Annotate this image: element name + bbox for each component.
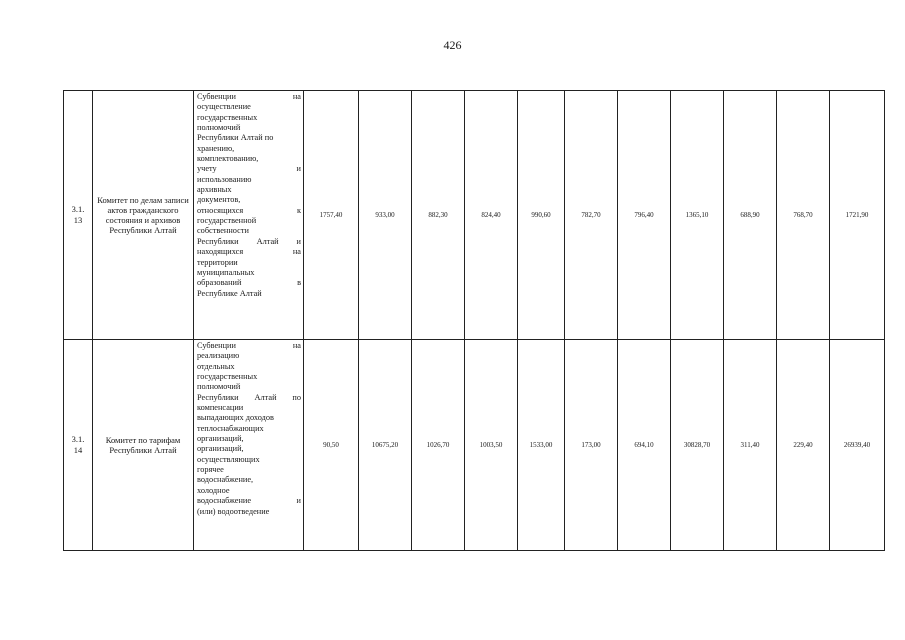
row-code-part: 3.1. <box>71 434 85 444</box>
value-cell: 10675,20 <box>359 340 412 551</box>
description-line: (или) водоотведение <box>197 506 270 516</box>
value-cell: 26939,40 <box>830 340 885 551</box>
row-code-part: 13 <box>73 215 83 225</box>
description-line: архивных <box>197 185 232 195</box>
description-line: государственной <box>197 216 257 226</box>
value-cell: 796,40 <box>618 91 671 340</box>
description-line: Республики Алтай и <box>197 236 301 246</box>
description-line: муниципальных <box>197 267 255 277</box>
description-line: Субвенции на <box>197 341 301 350</box>
value-cell: 311,40 <box>724 340 777 551</box>
description-line: образований в <box>197 278 301 288</box>
value-cell: 229,40 <box>777 340 830 551</box>
description-line: холодное <box>197 485 230 495</box>
value-cell: 694,10 <box>618 340 671 551</box>
value-cell: 933,00 <box>359 91 412 340</box>
description-line: Республики Алтай по <box>197 133 274 143</box>
value-cell: 1365,10 <box>671 91 724 340</box>
description-line: государственных <box>197 112 258 122</box>
description-line: находящихся на <box>197 247 301 257</box>
value-cell: 173,00 <box>565 340 618 551</box>
description-line: государственных <box>197 372 258 382</box>
value-cell: 1721,90 <box>830 91 885 340</box>
subsidy-table <box>63 90 885 551</box>
value-cell: 990,60 <box>518 91 565 340</box>
value-cell: 824,40 <box>465 91 518 340</box>
value-cell: 1533,00 <box>518 340 565 551</box>
value-cell: 1003,50 <box>465 340 518 551</box>
description-line: организаций, <box>197 444 244 454</box>
value-cell: 768,70 <box>777 91 830 340</box>
description-line: комплектованию, <box>197 154 259 164</box>
row-code-part: 14 <box>73 445 83 455</box>
description-line: реализацию <box>197 351 240 361</box>
description-line: осуществляющих <box>197 454 260 464</box>
row-code-cell <box>64 340 93 551</box>
description-line: территории <box>197 257 238 267</box>
organization-cell: Комитет по делам записи актов гражданского состояния и архивов Республики Алтай <box>93 91 194 340</box>
table-row <box>64 340 885 551</box>
row-code-part: 3.1. <box>71 204 85 214</box>
organization-cell: Комитет по тарифам Республики Алтай <box>93 340 194 551</box>
value-cell: 90,50 <box>304 340 359 551</box>
description-line: документов, <box>197 195 241 205</box>
description-line: компенсации <box>197 403 244 413</box>
value-cell: 1026,70 <box>412 340 465 551</box>
value-cell: 30828,70 <box>671 340 724 551</box>
description-line: учету и <box>197 164 301 174</box>
description-line: теплоснабжающих <box>197 423 264 433</box>
description-line: относящихся к <box>197 205 301 215</box>
description-line: организаций, <box>197 434 244 444</box>
page-number: 426 <box>443 38 462 52</box>
row-code-cell <box>64 91 93 340</box>
description-line: выпадающих доходов <box>197 413 274 423</box>
description-line: Республики Алтай по <box>197 392 301 402</box>
description-line: водоснабжение и <box>197 496 301 506</box>
description-line: полномочий <box>197 123 241 133</box>
description-cell <box>194 340 304 551</box>
description-line: Субвенции на <box>197 92 301 101</box>
value-cell: 882,30 <box>412 91 465 340</box>
description-line: полномочий <box>197 382 241 392</box>
description-line: собственности <box>197 226 249 236</box>
description-line: осуществление <box>197 102 251 112</box>
value-cell: 782,70 <box>565 91 618 340</box>
description-line: Республике Алтай <box>197 288 262 298</box>
description-line: отдельных <box>197 361 235 371</box>
description-line: использованию <box>197 174 252 184</box>
description-cell <box>194 91 304 340</box>
description-line: хранению, <box>197 143 235 153</box>
table-row <box>64 91 885 340</box>
description-line: горячее <box>197 465 224 475</box>
value-cell: 1757,40 <box>304 91 359 340</box>
value-cell: 688,90 <box>724 91 777 340</box>
description-line: водоснабжение, <box>197 475 254 485</box>
